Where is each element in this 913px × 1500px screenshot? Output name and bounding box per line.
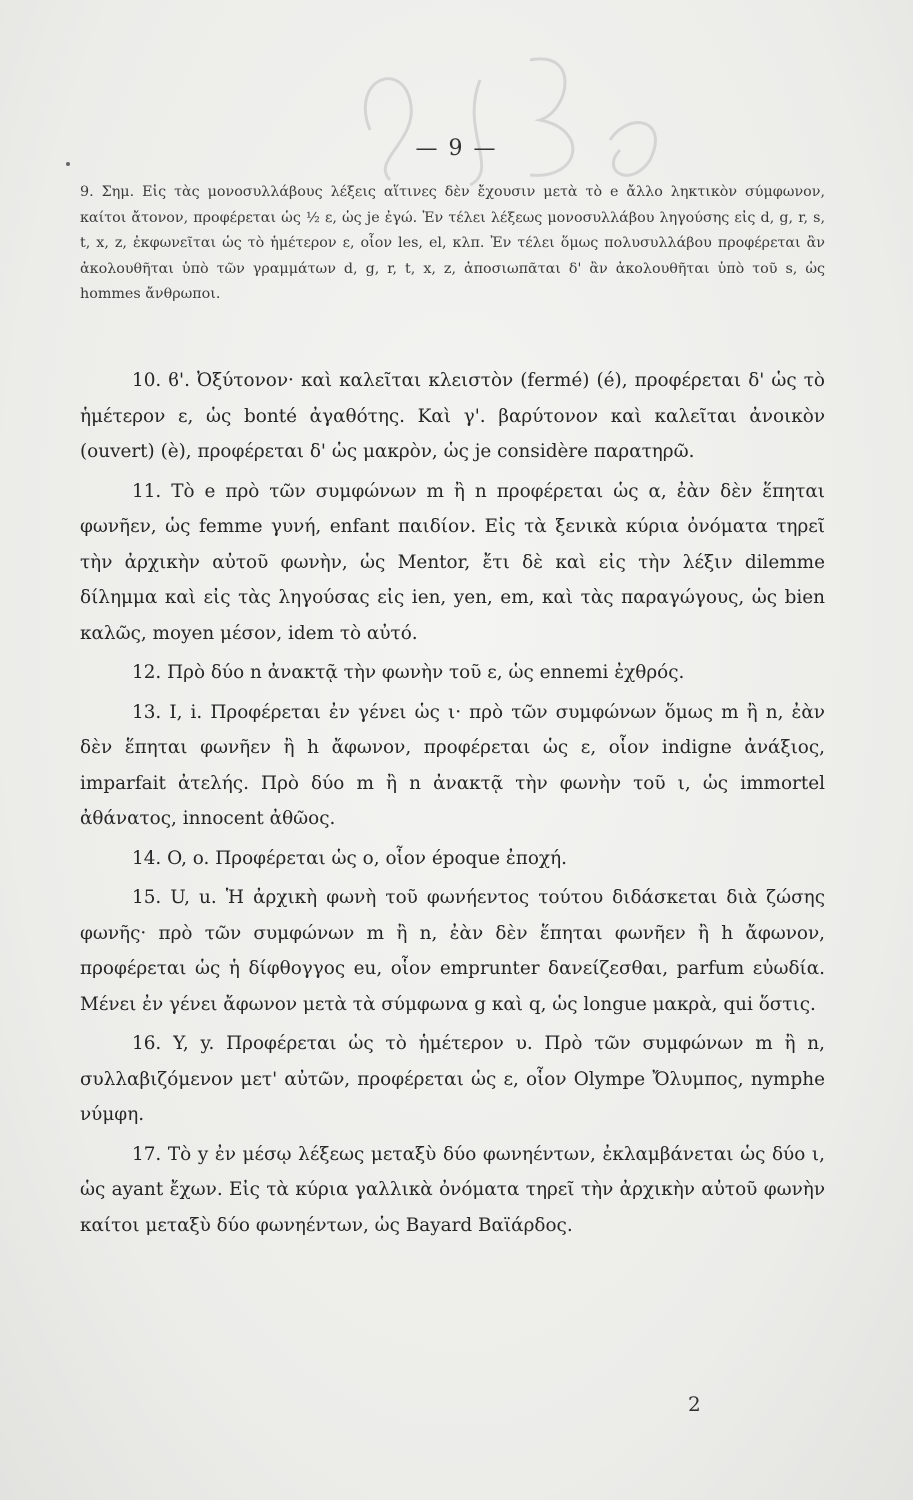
page-header: — 9 — [415,136,498,161]
paragraph-11: 11. Τὸ e πρὸ τῶν συμφώνων m ἢ n προφέρεται ὡς α, ἐὰν δὲν ἕπηται φωνῆεν, ὡς femme γυνή, enfant παιδίον. Εἰς τὰ ξενικὰ κύρια ὀνόματα τηρεῖ τὴν ἀρχικὴν αὐτοῦ φωνὴν, ὡς Mentor, ἔτι δὲ καὶ εἰς τὴν λέξιν dilemme δίλημμα καὶ εἰς τὰς ληγούσας εἰς ien, yen, em, καὶ τὰς παραγώγους, ὡς bien καλῶς, moyen μέσον, idem τὸ αὐτό. [80,480,825,644]
footnote-text: 9. Σημ. Εἰς τὰς μονοσυλλάβους λέξεις αἵτινες δὲν ἔχουσιν μετὰ τὸ e ἄλλο ληκτικὸν σύμφωνον, καίτοι ἄτονον, προφέρεται ὡς ½ ε, ὡς je ἐγώ. Ἐν τέλει λέξεως μονοσυλλάβου ληγούσης εἰς d, g, r, s, t, x, z, ἐκφωνεῖται ὡς τὸ ἡμέτερον ε, οἷον les, el, κλπ. Ἐν τέλει ὅμως πολυσυλλάβου προφέρεται ἂν ἀκολουθῆται ὑπὸ τῶν γραμμάτων d, g, r, t, x, z, ἀποσιωπᾶται δ' ἂν ἀκολουθῆται ὑπὸ τοῦ s, ὡς hommes ἄνθρωποι. [80,184,825,302]
page-number: 2 [688,1392,701,1416]
paragraph-10: 10. ϐ'. Ὀξύτονον· καὶ καλεῖται κλειστὸν (fermé) (é), προφέρεται δ' ὡς τὸ ἡμέτερον ε, ὡς bonté ἀγαθότης. Καὶ γ'. βαρύτονον καὶ καλεῖται ἀνοικὸν (ouvert) (è), προφέρεται δ' ὡς μακρὸν, ὡς je considère παρατηρῶ. [80,370,825,462]
footnote-block [80,180,825,308]
paragraph-13: 13. I, i. Προφέρεται ἐν γένει ὡς ι· πρὸ τῶν συμφώνων ὅμως m ἢ n, ἐὰν δὲν ἕπηται φωνῆεν ἢ h ἄφωνον, προφέρεται ὡς ε, οἷον indigne ἀνάξιος, imparfait ἀτελής. Πρὸ δύο m ἢ n ἀνακτᾷ τὴν φωνὴν τοῦ ι, ὡς immortel ἀθάνατος, innocent ἀθῶος. [80,701,825,829]
main-text [80,363,825,1243]
paragraph-17: 17. Τὸ y ἐν μέσῳ λέξεως μεταξὺ δύο φωνηέντων, ἐκλαμβάνεται ὡς δύο ι, ὡς ayant ἔχων. Εἰς τὰ κύρια γαλλικὰ ὀνόματα τηρεῖ τὴν ἀρχικὴν αὐτοῦ φωνὴν καίτοι μεταξὺ δύο φωνηέντων, ὡς Bayard Βαϊάρδος. [80,1143,825,1236]
paragraph-15: 15. U, u. Ἡ ἀρχικὴ φωνὴ τοῦ φωνήεντος τούτου διδάσκεται διὰ ζώσης φωνῆς· πρὸ τῶν συμφώνων m ἢ n, ἐὰν δὲν ἕπηται φωνῆεν ἢ h ἄφωνον, προφέρεται ὡς ἡ δίφθογγος eu, οἷον emprunter δανείζεσθαι, parfum εὐωδία. Μένει ἐν γένει ἄφωνον μετὰ τὰ σύμφωνα g καὶ q, ὡς longue μακρὰ, qui ὅστις. [80,887,825,1015]
paragraph-14: 14. O, o. Προφέρεται ὡς ο, οἷον époque ἐποχή. [132,847,567,869]
ink-dot [66,162,70,166]
paragraph-16: 16. Y, y. Προφέρεται ὡς τὸ ἡμέτερον υ. Πρὸ τῶν συμφώνων m ἢ n, συλλαβιζόμενον μετ' αὐτῶν, προφέρεται ὡς ε, οἷον Olympe Ὄλυμπος, nymphe νύμφη. [80,1033,825,1125]
bleed-through-stamp [330,40,710,190]
paragraph-12: 12. Πρὸ δύο n ἀνακτᾷ τὴν φωνὴν τοῦ ε, ὡς ennemi ἐχθρός. [132,662,685,683]
